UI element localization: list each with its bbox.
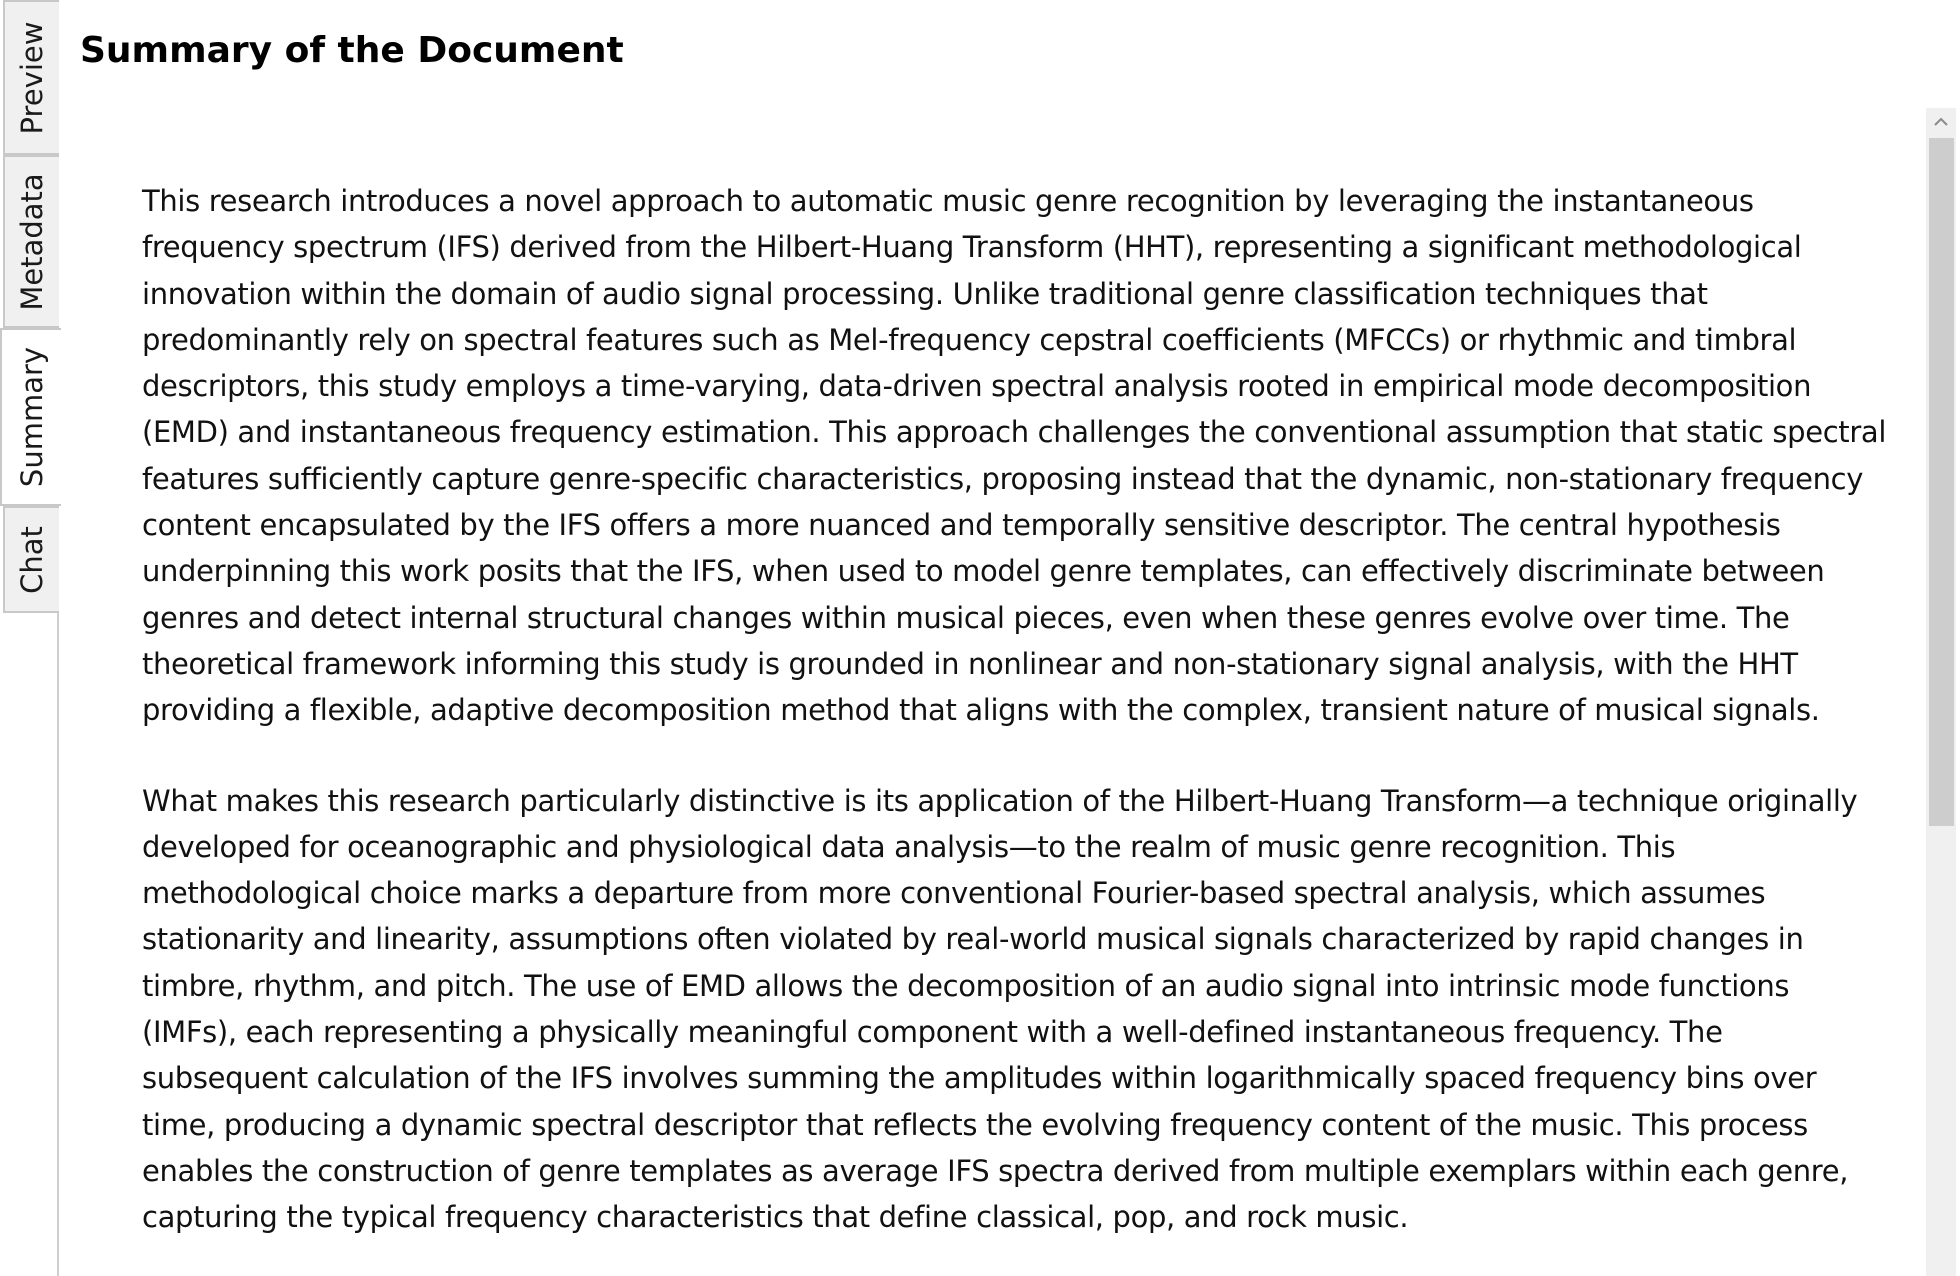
vertical-scrollbar[interactable]: [1926, 108, 1956, 1276]
summary-paragraph-2: What makes this research particularly distinctive is its application of the Hilbert-Huang Transform—a technique originally developed for oceanographic and physiological data analysis—to the realm of music genre recognition. This methodological choice marks a departure from more conventional Fourier-based spectral analysis, which assumes stationarity and linearity, assumptions often violated by real-world musical signals characterized by rapid changes in timbre, rhythm, and pitch. The use of EMD allows the decomposition of an audio signal into intrinsic mode functions (IMFs), each representing a physically meaningful component with a well-defined instantaneous frequency. The subsequent calculation of the IFS involves summing the amplitudes within logarithmically spaced frequency bins over time, producing a dynamic spectral descriptor that reflects the evolving frequency content of the music. This process enables the construction of genre templates as average IFS spectra derived from multiple exemplars within each genre, capturing the typical frequency characteristics that define classical, pop, and rock music.: [142, 783, 1858, 1235]
tab-metadata[interactable]: [3, 155, 59, 328]
tab-preview-label: Preview: [15, 21, 49, 134]
tab-chat[interactable]: [3, 506, 59, 613]
summary-scroll-area[interactable]: [61, 108, 1925, 1276]
tab-summary-label: Summary: [14, 346, 49, 488]
chevron-up-icon: [1933, 117, 1949, 127]
summary-paragraph-1: This research introduces a novel approach to automatic music genre recognition by leveraging the instantaneous frequency spectrum (IFS) derived from the Hilbert-Huang Transform (HHT), representing a significant methodological innovation within the domain of audio signal processing. Unlike traditional genre classification techniques that predominantly rely on spectral features such as Mel-frequency cepstral coefficients (MFCCs) or rhythmic and timbral descriptors, this study employs a time-varying, data-driven spectral analysis rooted in empirical mode decomposition (EMD) and instantaneous frequency estimation. This approach challenges the conventional assumption that static spectral features sufficiently capture genre-specific characteristics, proposing instead that the dynamic, non-stationary frequency content encapsulated by the IFS offers a more nuanced and temporally sensitive descriptor. The central hypothesis underpinning this work posits that the IFS, when used to model genre templates, can effectively discriminate between genres and detect internal structural changes within musical pieces, even when these genres evolve over time. The theoretical framework informing this study is grounded in nonlinear and non-stationary signal analysis, with the HHT providing a flexible, adaptive decomposition method that aligns with the complex, transient nature of musical signals.: [142, 184, 1887, 728]
tab-preview[interactable]: [3, 0, 59, 155]
vertical-tab-strip: [0, 0, 59, 1276]
tab-summary[interactable]: [0, 328, 61, 506]
summary-body: [61, 108, 1925, 1241]
scroll-up-button[interactable]: [1926, 108, 1956, 136]
page-title: Summary of the Document: [80, 30, 624, 71]
scrollbar-thumb[interactable]: [1929, 138, 1954, 826]
tab-metadata-label: Metadata: [15, 172, 49, 311]
tab-chat-label: Chat: [15, 525, 49, 594]
